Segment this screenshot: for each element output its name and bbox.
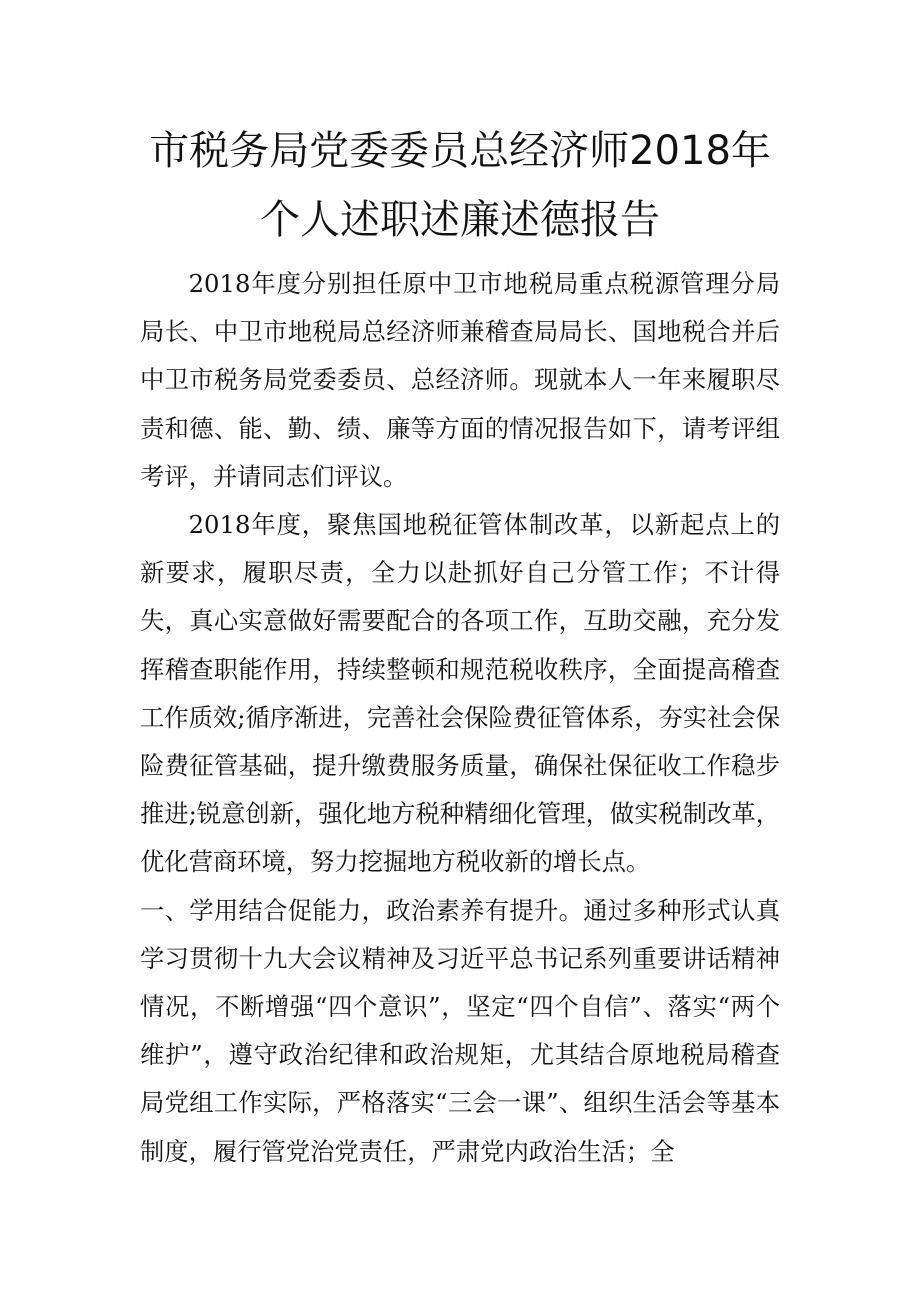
paragraph-section-one: 一、学用结合促能力，政治素养有提升。通过多种形式认真学习贯彻十九大会议精神及习近平总书记系列重要讲话精神情况，不断增强“四个意识”，坚定“四个自信”、落实“两个维护”，遵守政治纪律和政治规矩，尤其结合原地税局稽查局党组工作实际，严格落实“三会一课”、组织生活会等基本制度，履行管党治党责任，严肃党内政治生活；全: [140, 895, 780, 1166]
paragraph-intro: 2018年度分别担任原中卫市地税局重点税源管理分局局长、中卫市地税局总经济师兼稽查局局长、国地税合并后中卫市税务局党委委员、总经济师。现就本人一年来履职尽责和德、能、勤、绩、廉等方面的情况报告如下，请考评组考评，并请同志们评议。: [140, 269, 780, 491]
document-title-line-1: 市税务局党委委员总经济师2018年: [149, 128, 771, 174]
paragraph-overview: 2018年度，聚焦国地税征管体制改革，以新起点上的新要求，履职尽责，全力以赴抓好自己分管工作；不计得失，真心实意做好需要配合的各项工作，互助交融，充分发挥稽查职能作用，持续整顿和规范税收秩序，全面提高稽查工作质效;循序渐进，完善社会保险费征管体系，夯实社会保险费征管基础，提升缴费服务质量，确保社保征收工作稳步推进;锐意创新，强化地方税种精细化管理，做实税制改革，优化营商环境，努力挖掘地方税收新的增长点。: [140, 510, 780, 877]
document-title-line-2: 个人述职述廉述德报告: [260, 197, 660, 243]
document-body: [140, 260, 780, 1176]
